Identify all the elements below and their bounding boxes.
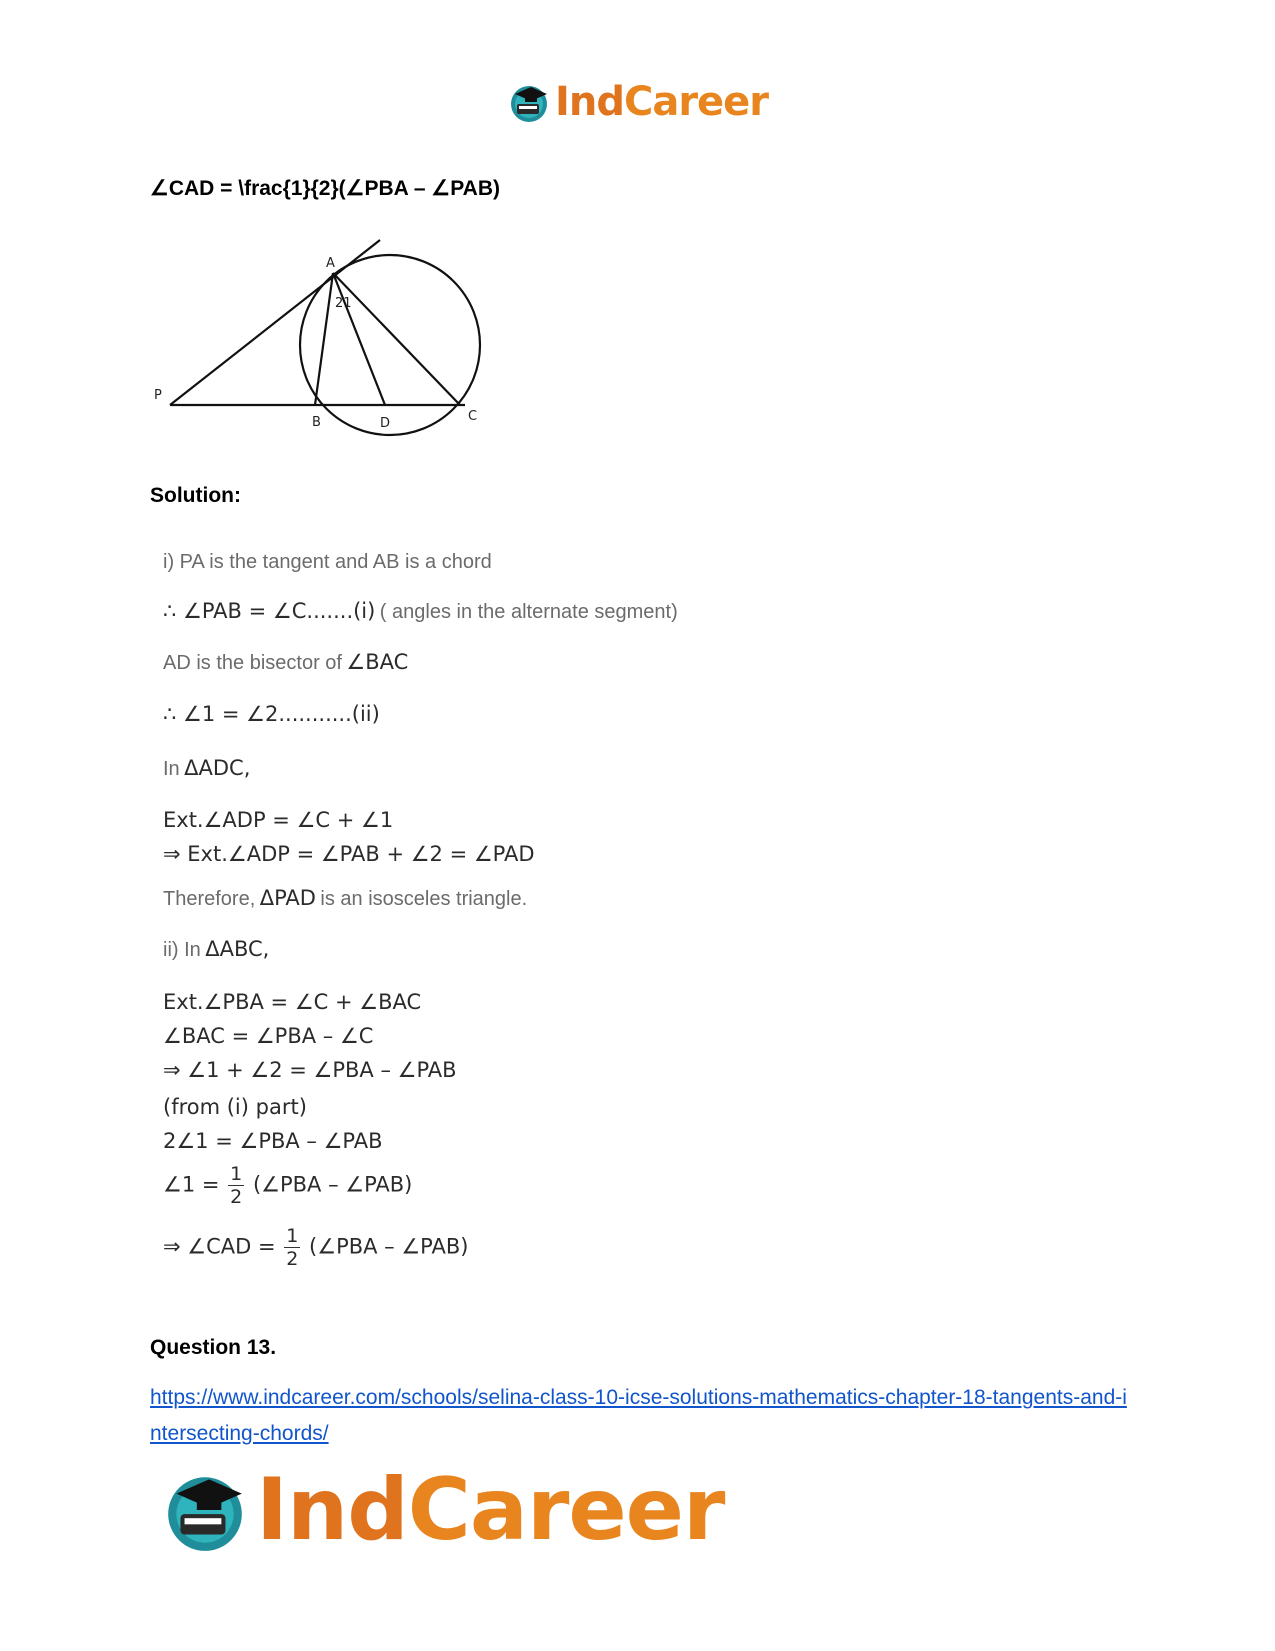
graduation-book-icon — [160, 1465, 250, 1555]
step-5-text: In — [163, 758, 180, 780]
fraction-half — [284, 1225, 300, 1270]
step-15-lhs: ∠1 = — [163, 1172, 220, 1197]
solution-step-16 — [163, 1225, 468, 1270]
graduation-book-icon — [507, 80, 551, 124]
geometry-figure — [150, 233, 490, 448]
step-2-note: ( angles in the alternate segment) — [379, 601, 678, 623]
fraction-denominator: 2 — [286, 1248, 299, 1270]
solution-step-5 — [163, 756, 250, 781]
fraction-numerator: 1 — [286, 1225, 299, 1247]
fraction-numerator: 1 — [230, 1163, 243, 1185]
header-logo — [0, 78, 1275, 126]
chord-ac — [333, 273, 460, 405]
step-9-math: ΔABC, — [205, 937, 270, 961]
tangent-line — [170, 240, 380, 405]
step-3-math: ∠BAC — [346, 650, 409, 674]
question-13-heading: Question 13. — [150, 1336, 277, 1359]
step-16-lhs: ⇒ ∠CAD = — [163, 1234, 276, 1259]
step-8-math: ΔPAD — [259, 886, 316, 910]
label-a: A — [326, 256, 335, 271]
label-b: B — [312, 415, 321, 430]
step-16-rhs: (∠PBA – ∠PAB) — [309, 1234, 469, 1259]
step-2-math: ∴ ∠PAB = ∠C.......(i) — [163, 599, 376, 623]
step-9-text: ii) In — [163, 939, 201, 961]
step-3-text: AD is the bisector of — [163, 652, 342, 674]
solution-step-15 — [163, 1163, 412, 1208]
step-8-text-b: is an isosceles triangle. — [320, 888, 528, 910]
solution-step-12: ⇒ ∠1 + ∠2 = ∠PBA – ∠PAB — [163, 1058, 457, 1082]
question-statement: ∠CAD = \frac{1}{2}(∠PBA – ∠PAB) — [150, 177, 500, 200]
solution-step-13: (from (i) part) — [163, 1095, 307, 1119]
fraction-half — [228, 1163, 244, 1208]
bisector-ad — [333, 273, 385, 405]
footer-logo — [160, 1462, 724, 1558]
solution-step-6: Ext.∠ADP = ∠C + ∠1 — [163, 808, 394, 832]
logo-wordmark: IndCareer — [554, 79, 769, 125]
label-c: C — [468, 409, 478, 424]
source-link[interactable]: https://www.indcareer.com/schools/selina-class-10-icse-solutions-mathematics-chapter-18-tangents-and-intersecting-chords/ — [150, 1386, 1127, 1445]
solution-step-1: i) PA is the tangent and AB is a chord — [163, 551, 492, 573]
step-8-text-a: Therefore, — [163, 888, 256, 910]
logo-wordmark: IndCareer — [256, 1460, 725, 1560]
solution-step-4: ∴ ∠1 = ∠2...........(ii) — [163, 702, 380, 726]
fraction-denominator: 2 — [230, 1186, 243, 1208]
step-15-rhs: (∠PBA – ∠PAB) — [252, 1172, 413, 1197]
label-d: D — [380, 416, 391, 431]
solution-step-3 — [163, 650, 408, 675]
step-5-math: ΔADC, — [184, 756, 251, 780]
solution-step-11: ∠BAC = ∠PBA – ∠C — [163, 1024, 374, 1048]
solution-step-8 — [163, 886, 527, 911]
solution-step-9 — [163, 937, 269, 962]
solution-step-10: Ext.∠PBA = ∠C + ∠BAC — [163, 990, 422, 1014]
solution-step-2 — [163, 599, 678, 624]
label-p: P — [154, 388, 162, 403]
solution-label: Solution: — [150, 484, 241, 507]
solution-step-14: 2∠1 = ∠PBA – ∠PAB — [163, 1129, 383, 1153]
label-angles: 21 — [335, 296, 352, 311]
solution-step-7: ⇒ Ext.∠ADP = ∠PAB + ∠2 = ∠PAD — [163, 842, 535, 866]
